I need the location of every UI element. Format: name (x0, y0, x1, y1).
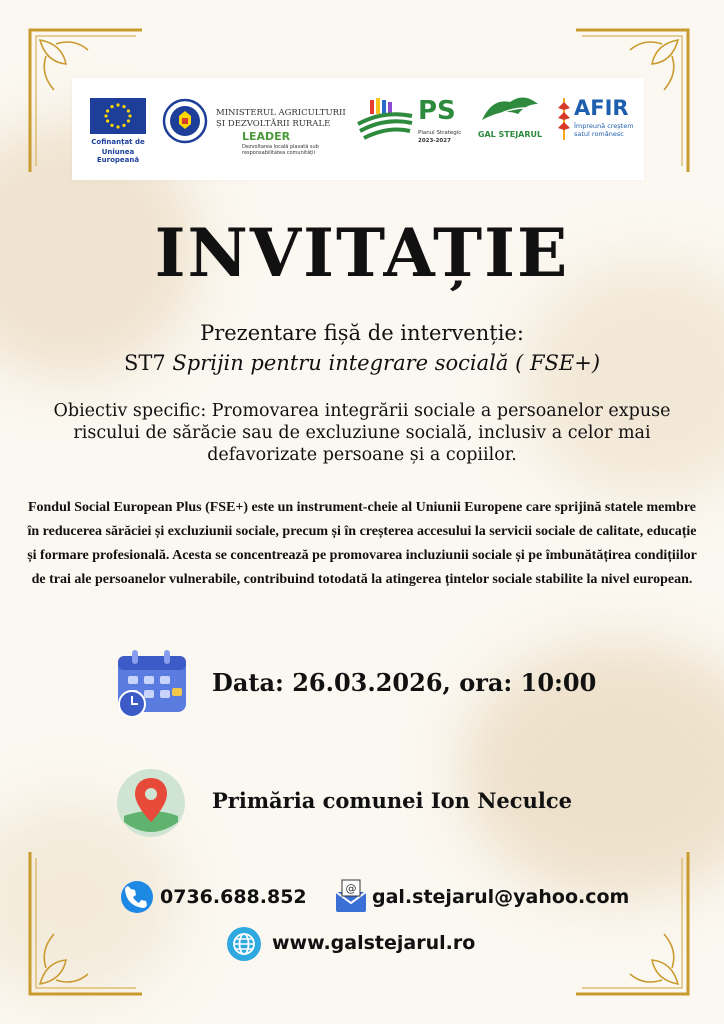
gal-stejarul-leaf-icon (478, 96, 542, 126)
fse-description-paragraph: Fondul Social European Plus (FSE+) este un instrument-cheie al Uniunii Europene care sprijină statele membre în reducerea sărăciei și excluziunii sociale, precum și în creșterea accesului la servicii sociale de calitate, educație și formare profesională. Acesta se concentrează pe promovarea incluziunii sociale și pe îmbunătățirea condițiilor de trai ale persoanelor vulnerabile, contribuind totodată la atingerea țintelor sociale stabilite la nivel european. (27, 500, 697, 587)
subtitle-program-name: Sprijin pentru integrare socială ( FSE+) (172, 351, 601, 375)
gold-corner-bottom-left (26, 848, 146, 998)
website-link[interactable]: www.galstejarul.ro (272, 932, 476, 954)
afir-wheat-icon (556, 96, 572, 142)
afir-logo (554, 78, 636, 180)
leader-subtitle: Dezvoltarea locală plasată sub responsabilitatea comunității (242, 144, 319, 156)
eu-caption-line2: Uniunea Europeană (96, 148, 140, 164)
svg-text:@: @ (345, 882, 357, 895)
gal-stejarul-label: GAL STEJARUL (477, 130, 543, 139)
ministry-line1: MINISTERUL AGRICULTURII (216, 108, 346, 118)
invitation-title: INVITAȚIE (154, 214, 570, 292)
phone-icon (120, 880, 154, 914)
ps-subtitle-line2: 2023-2027 (418, 138, 451, 144)
location-pin-icon (116, 768, 186, 838)
subtitle-line1: Prezentare fișă de intervenție: (200, 321, 524, 345)
event-location: Primăria comunei Ion Neculce (212, 788, 572, 813)
partner-logos-strip (72, 78, 644, 180)
calendar-clock-icon (114, 648, 194, 720)
eu-flag-icon (90, 98, 146, 134)
gold-corner-bottom-right (572, 848, 692, 998)
subtitle-line2 (0, 348, 724, 378)
gal-stejarul-logo (474, 78, 546, 180)
phone-number[interactable]: 0736.688.852 (160, 886, 307, 908)
afir-subtitle-line2: satul românesc (574, 130, 624, 138)
subtitle-code: ST7 (123, 351, 173, 375)
planul-strategic-icon (356, 98, 414, 142)
eu-caption-line1: Cofinanțat de (91, 138, 145, 146)
eu-logo (84, 78, 152, 180)
ps-subtitle-line1: Planul Strategic (418, 130, 462, 136)
planul-strategic-logo (356, 78, 468, 180)
subtitle (0, 318, 724, 378)
specific-objective: Obiectiv specific: Promovarea integrării sociale a persoanelor expuse riscului de sărăcie sau de excluziune socială, inclusiv a celor mai defavorizate persoane și a copiilor. (53, 401, 671, 465)
ministry-line2: ȘI DEZVOLTĂRII RURALE (216, 119, 331, 129)
leader-label: LEADER (242, 130, 291, 143)
email-address[interactable]: gal.stejarul@yahoo.com (372, 886, 630, 908)
email-icon (334, 878, 368, 914)
ps-label: PS (418, 96, 456, 126)
ministry-leader-logo (216, 78, 346, 180)
event-date-time: Data: 26.03.2026, ora: 10:00 (212, 668, 597, 697)
government-seal-logo (160, 78, 210, 180)
globe-icon (226, 926, 262, 962)
afir-label: AFIR (574, 96, 629, 120)
afir-subtitle-line1: Împreună creștem (574, 122, 634, 130)
government-seal-icon (162, 98, 208, 144)
